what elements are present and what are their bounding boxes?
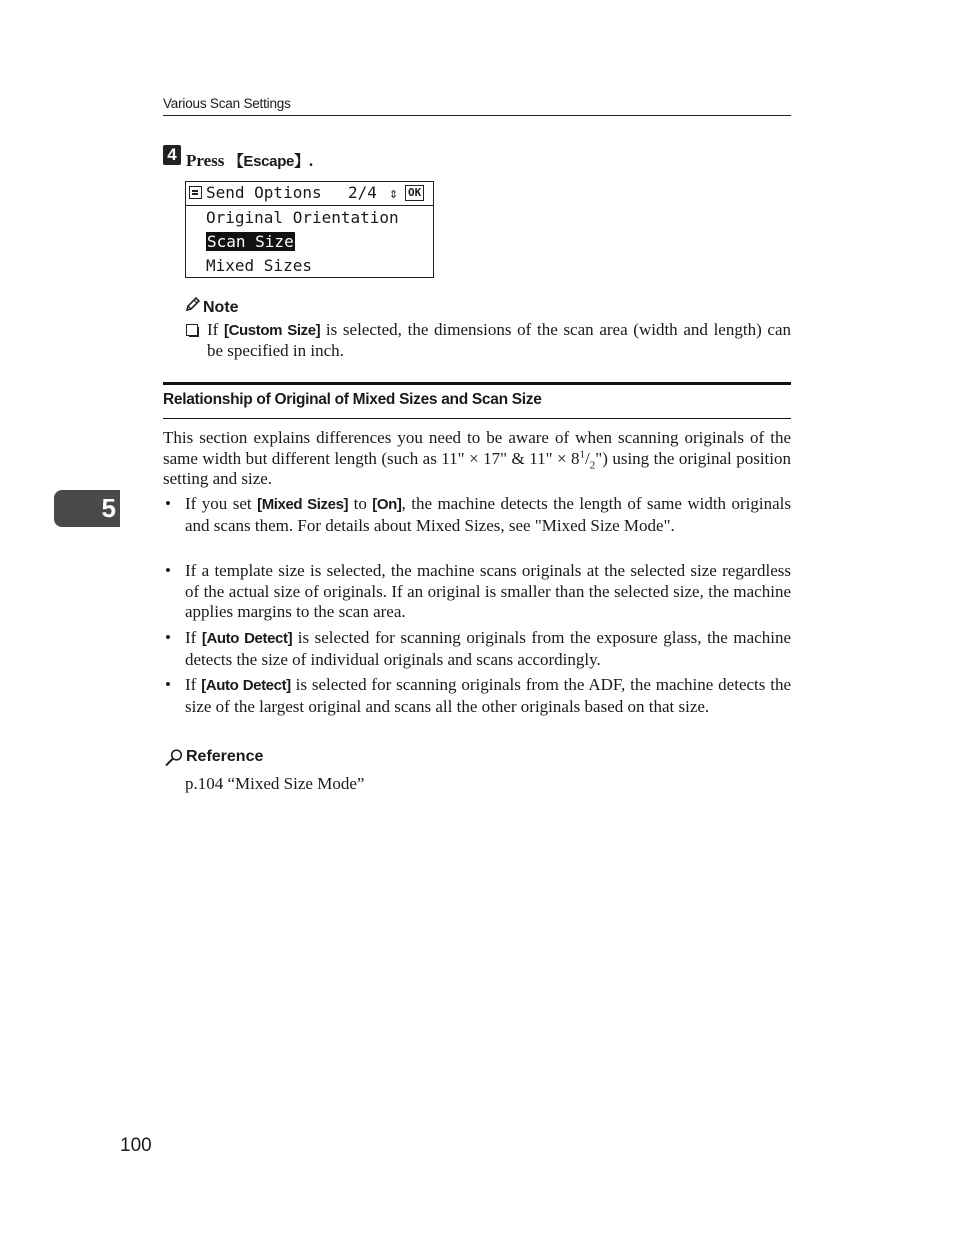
lcd-ok-button[interactable]: OK — [405, 185, 424, 201]
auto-detect-keyword: [Auto Detect] — [201, 630, 293, 647]
reference-heading: Reference — [186, 748, 264, 765]
running-header: Various Scan Settings — [163, 96, 291, 111]
bullet-auto-detect-glass: If [Auto Detect] is selected for scanning originals from the exposure glass, the machine detects the size of individual originals and scans accordingly. — [185, 628, 791, 669]
step-text-prefix: Press — [186, 151, 229, 170]
header-rule — [163, 115, 791, 116]
note-label: Note — [203, 299, 239, 316]
escape-key-bracket-right: 】 — [294, 153, 309, 170]
on-keyword: [On] — [372, 496, 402, 513]
step-number-badge: 4 — [163, 145, 181, 165]
note-item: If [Custom Size] is selected, the dimensions of the scan area (width and length) can be specified in inch. — [207, 320, 791, 360]
step-text-suffix: . — [308, 151, 314, 170]
reference-link[interactable]: p.104 “Mixed Size Mode” — [185, 774, 365, 793]
fraction-denominator: 2 — [589, 458, 596, 471]
mixed-sizes-keyword: [Mixed Sizes] — [257, 496, 349, 513]
bullet-dot: • — [165, 494, 171, 513]
lcd-item-mixed-sizes[interactable]: Mixed Sizes — [206, 256, 312, 275]
lcd-item-original-orientation[interactable]: Original Orientation — [206, 208, 399, 227]
bullet-dot: • — [165, 675, 171, 694]
section-title: Relationship of Original of Mixed Sizes and Scan Size — [163, 391, 542, 408]
bullet-dot: • — [165, 628, 171, 647]
bullet-template-size: If a template size is selected, the machine scans originals at the selected size regardless of the actual size of originals. If an original is smaller than the selected size, the machine applies margins to the scan area. — [185, 561, 791, 621]
auto-detect-keyword: [Auto Detect] — [201, 677, 291, 694]
lcd-item-scan-size[interactable]: Scan Size — [207, 232, 294, 251]
bullet-dot: • — [165, 561, 171, 580]
custom-size-keyword: [Custom Size] — [224, 322, 321, 339]
magnifier-icon — [164, 748, 184, 768]
escape-key-label: Escape — [243, 153, 295, 170]
escape-key-bracket-left: 【 — [228, 153, 244, 170]
lcd-page-indicator: 2/4 — [348, 183, 377, 202]
lcd-title: Send Options — [206, 183, 322, 202]
section-rule-bottom — [163, 418, 791, 419]
intro-paragraph: This section explains differences you need to be aware of when scanning originals of the same width but different length (such as 11" × 17" & 11" × $8^1/_2$") using the original position setting and size. — [163, 428, 791, 488]
section-rule-top — [163, 382, 791, 385]
fraction-numerator: 1 — [579, 447, 586, 460]
chapter-tab: 5 — [54, 490, 120, 527]
up-down-arrows-icon: ⇕ — [389, 184, 399, 202]
page-number: 100 — [120, 1135, 152, 1156]
pencil-icon — [185, 296, 203, 317]
lcd-screen — [185, 181, 434, 278]
note-heading — [185, 296, 239, 317]
bullet-auto-detect-adf: If [Auto Detect] is selected for scanning originals from the ADF, the machine detects the size of the largest original and scans all the other originals based on that size. — [185, 675, 791, 716]
lcd-title-bar — [186, 182, 433, 206]
bullet-mixed-sizes: If you set [Mixed Sizes] to [On], the machine detects the length of same width originals and scans them. For details about Mixed Sizes, see "Mixed Size Mode". — [185, 494, 791, 535]
step-instruction — [186, 150, 313, 171]
menu-icon — [189, 186, 202, 199]
checkbox-bullet-icon — [186, 324, 199, 337]
